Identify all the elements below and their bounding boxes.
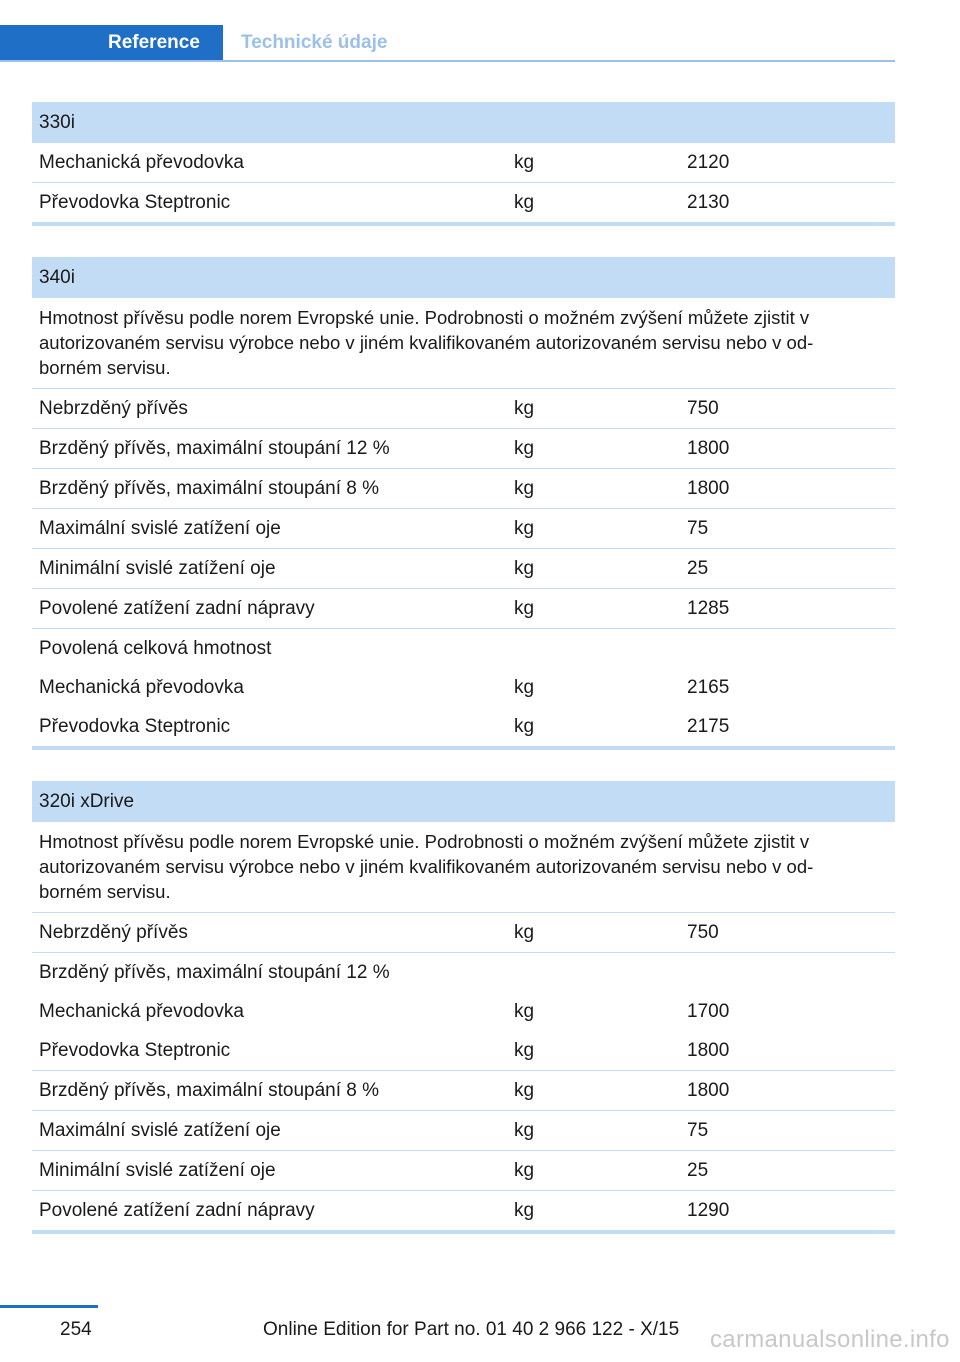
table-row xyxy=(32,549,895,589)
row-label: Převodovka Steptronic xyxy=(39,191,231,213)
row-unit: kg xyxy=(514,557,535,579)
spec-tables xyxy=(32,102,895,1234)
row-value: 1285 xyxy=(687,597,730,619)
row-value: 75 xyxy=(687,517,709,539)
table-row xyxy=(32,589,895,629)
row-value: 750 xyxy=(687,397,719,419)
table-row xyxy=(32,1071,895,1111)
row-label: Brzděný přívěs, maximální stoupání 8 % xyxy=(39,1079,380,1101)
row-unit: kg xyxy=(514,1159,535,1181)
row-unit: kg xyxy=(514,517,535,539)
row-label: Minimální svislé zatížení oje xyxy=(39,1159,276,1181)
row-label: Minimální svislé zatížení oje xyxy=(39,557,276,579)
row-label: Převodovka Steptronic xyxy=(39,715,231,737)
row-unit: kg xyxy=(514,191,535,213)
section-title: 340i xyxy=(32,257,895,298)
section-end-rule xyxy=(32,222,895,226)
spec-section-340i xyxy=(32,257,895,750)
edition-note: Online Edition for Part no. 01 40 2 966 122 - X/15 xyxy=(263,1319,680,1340)
table-row xyxy=(32,1111,895,1151)
section-note: Hmotnost přívěsu podle norem Evropské unie. Podrobnosti o možném zvýšení můžete zjistit v autorizovaném servisu výrobce nebo v jiném kvalifikovaném autorizovaném servisu nebo v od‐ borném servisu. xyxy=(32,822,895,913)
row-unit: kg xyxy=(514,597,535,619)
row-label: Povolené zatížení zadní nápravy xyxy=(39,597,315,619)
row-value: 1800 xyxy=(687,477,730,499)
header-rule xyxy=(0,60,895,62)
table-row xyxy=(32,1191,895,1230)
section-note: Hmotnost přívěsu podle norem Evropské unie. Podrobnosti o možném zvýšení můžete zjistit v autorizovaném servisu výrobce nebo v jiném kvalifikovaném autorizovaném servisu nebo v od‐ borném servisu. xyxy=(32,298,895,389)
header-tab-reference[interactable]: Reference xyxy=(0,25,223,60)
row-value: 1290 xyxy=(687,1199,730,1221)
row-value: 1800 xyxy=(687,437,730,459)
table-row xyxy=(32,913,895,953)
row-label: Povolená celková hmotnost xyxy=(39,637,272,659)
row-value: 25 xyxy=(687,1159,709,1181)
row-unit: kg xyxy=(514,921,535,943)
row-value: 2120 xyxy=(687,151,730,173)
spec-section-320i-xdrive xyxy=(32,781,895,1234)
row-value: 2175 xyxy=(687,715,730,737)
spec-section-330i xyxy=(32,102,895,226)
row-label: Mechanická převodovka xyxy=(39,1000,244,1022)
row-value: 750 xyxy=(687,921,719,943)
row-unit: kg xyxy=(514,715,535,737)
table-row xyxy=(32,1031,895,1071)
page-header xyxy=(0,25,895,62)
row-unit: kg xyxy=(514,1199,535,1221)
table-row xyxy=(32,143,895,183)
row-value: 2165 xyxy=(687,676,730,698)
row-unit: kg xyxy=(514,437,535,459)
row-label: Povolené zatížení zadní nápravy xyxy=(39,1199,315,1221)
table-row xyxy=(32,992,895,1031)
table-row xyxy=(32,429,895,469)
table-row xyxy=(32,707,895,746)
row-unit: kg xyxy=(514,477,535,499)
row-unit: kg xyxy=(514,1079,535,1101)
row-value: 2130 xyxy=(687,191,730,213)
row-label: Brzděný přívěs, maximální stoupání 12 % xyxy=(39,961,390,983)
row-label: Nebrzděný přívěs xyxy=(39,921,188,943)
section-title: 320i xDrive xyxy=(32,781,895,822)
row-label: Nebrzděný přívěs xyxy=(39,397,188,419)
row-value: 1800 xyxy=(687,1079,730,1101)
row-unit: kg xyxy=(514,151,535,173)
row-value: 1700 xyxy=(687,1000,730,1022)
table-row xyxy=(32,509,895,549)
row-label: Brzděný přívěs, maximální stoupání 12 % xyxy=(39,437,390,459)
footer-rule xyxy=(0,1305,98,1308)
header-tab-technical-data[interactable]: Technické údaje xyxy=(241,32,388,53)
row-unit: kg xyxy=(514,1119,535,1141)
row-unit: kg xyxy=(514,397,535,419)
table-row xyxy=(32,668,895,707)
row-unit: kg xyxy=(514,1000,535,1022)
table-row xyxy=(32,389,895,429)
watermark: carmanualsonline.info xyxy=(710,1326,950,1353)
section-title: 330i xyxy=(32,102,895,143)
row-label: Mechanická převodovka xyxy=(39,676,244,698)
row-unit: kg xyxy=(514,1039,535,1061)
row-label: Maximální svislé zatížení oje xyxy=(39,1119,281,1141)
row-value: 75 xyxy=(687,1119,709,1141)
table-row xyxy=(32,1151,895,1191)
page-number: 254 xyxy=(60,1319,92,1340)
section-end-rule xyxy=(32,1230,895,1234)
row-value: 1800 xyxy=(687,1039,730,1061)
row-label: Maximální svislé zatížení oje xyxy=(39,517,281,539)
row-label: Brzděný přívěs, maximální stoupání 8 % xyxy=(39,477,380,499)
table-row xyxy=(32,629,895,668)
row-value: 25 xyxy=(687,557,709,579)
table-row xyxy=(32,469,895,509)
row-label: Mechanická převodovka xyxy=(39,151,244,173)
table-row xyxy=(32,183,895,222)
table-row xyxy=(32,953,895,992)
section-end-rule xyxy=(32,746,895,750)
row-unit: kg xyxy=(514,676,535,698)
row-label: Převodovka Steptronic xyxy=(39,1039,231,1061)
